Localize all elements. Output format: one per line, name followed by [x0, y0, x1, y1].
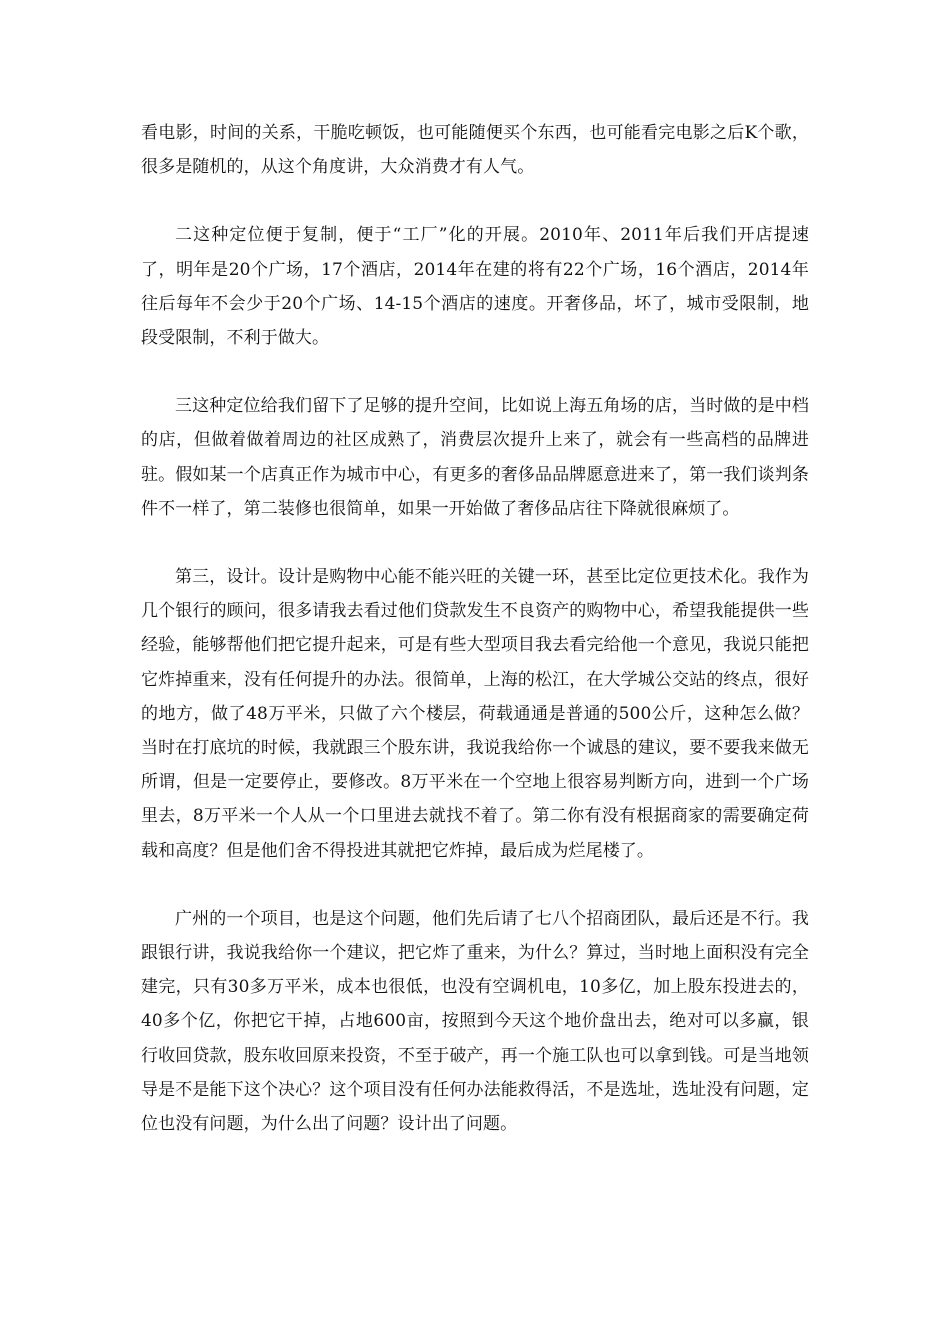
- paragraph-positioning-replication: 二这种定位便于复制，便于“工厂”化的开展。2010年、2011年后我们开店提速了，明年是20个广场，17个酒店，2014年在建的将有22个广场，16个酒店，2014年往后每年不会少于20个广场、14-15个酒店的速度。开奢侈品，坏了，城市受限制，地段受限制，不利于做大。: [141, 225, 809, 349]
- document-body: [141, 116, 809, 1175]
- paragraph-guangzhou-project: 广州的一个项目，也是这个问题，他们先后请了七八个招商团队，最后还是不行。我跟银行讲，我说我给你一个建议，把它炸了重来，为什么？算过，当时地上面积没有完全建完，只有30多万平米，成本也很低，也没有空调机电，10多亿，加上股东投进去的，40多个亿，你把它干掉，占地600亩，按照到今天这个地价盘出去，绝对可以多赢，银行收回贷款，股东收回原来投资，不至于破产，再一个施工队也可以拿到钱。可是当地领导是不是能下这个决心？这个项目没有任何办法能救得活，不是选址，选址没有问题，定位也没有问题，为什么出了问题？设计出了问题。: [141, 908, 809, 1135]
- paragraph-upgrade-space: 三这种定位给我们留下了足够的提升空间，比如说上海五角场的店，当时做的是中档的店，但做着做着周边的社区成熟了，消费层次提升上来了，就会有一些高档的品牌进驻。假如某一个店真正作为城市中心，有更多的奢侈品品牌愿意进来了，第一我们谈判条件不一样了，第二装修也很简单，如果一开始做了奢侈品店往下降就很麻烦了。: [141, 396, 809, 519]
- paragraph-design: 第三，设计。设计是购物中心能不能兴旺的关键一环，甚至比定位更技术化。我作为几个银行的顾问，很多请我去看过他们贷款发生不良资产的购物中心，希望我能提供一些经验，能够帮他们把它提升起来，可是有些大型项目我去看完给他一个意见，我说只能把它炸掉重来，没有任何提升的办法。很简单，上海的松江，在大学城公交站的终点，很好的地方，做了48万平米，只做了六个楼层，荷载通通是普通的500公斤，这种怎么做？当时在打底坑的时候，我就跟三个股东讲，我说我给你一个诚恳的建议，要不要我来做无所谓，但是一定要停止，要修改。8万平米在一个空地上很容易判断方向，进到一个广场里去，8万平米一个人从一个口里进去就找不着了。第二你有没有根据商家的需要确定荷载和高度？但是他们舍不得投进其就把它炸掉，最后成为烂尾楼了。: [141, 567, 809, 861]
- paragraph-continuation: 看电影，时间的关系，干脆吃顿饭，也可能随便买个东西，也可能看完电影之后K个歌，很多是随机的，从这个角度讲，大众消费才有人气。: [141, 123, 809, 178]
